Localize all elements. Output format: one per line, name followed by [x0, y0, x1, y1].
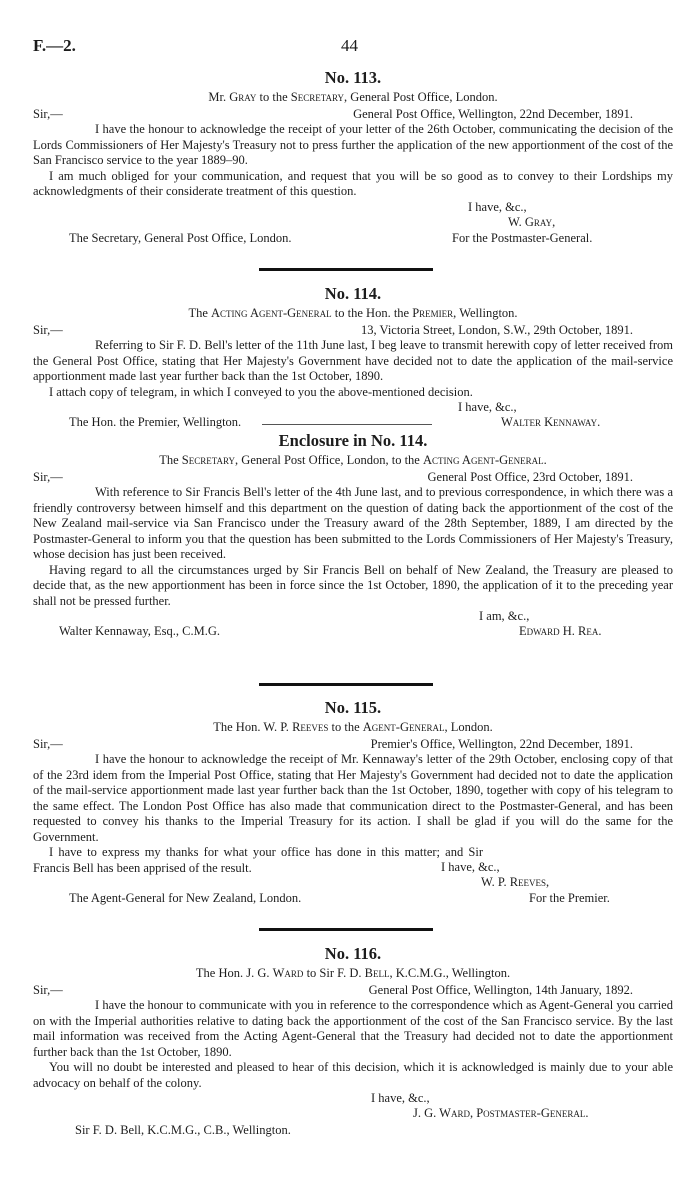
closing-phrase: I have, &c., — [458, 400, 517, 414]
salutation-row — [33, 469, 673, 485]
closing-phrase: I have, &c., — [371, 1091, 430, 1105]
letter-address: The Secretary, General Post Office, London, to the Acting Agent-General. — [159, 453, 547, 467]
section-divider — [262, 424, 432, 425]
signature-title: For the Premier. — [529, 891, 610, 905]
letter-title: No. 114. — [324, 284, 382, 303]
letter-116 — [33, 944, 673, 1141]
paper-reference: F.—2. — [33, 36, 76, 55]
section-divider — [259, 268, 433, 271]
signature: J. G. Ward, Postmaster-General. — [413, 1106, 589, 1120]
salutation-row — [33, 736, 673, 752]
dateline: General Post Office, Wellington, 14th January, 1892. — [368, 983, 633, 997]
signature-title: For the Postmaster-General. — [452, 230, 593, 245]
letter-address: The Acting Agent-General to the Hon. the Premier, Wellington. — [188, 306, 518, 320]
addressee: The Hon. the Premier, Wellington. — [69, 415, 242, 429]
addressee: Walter Kennaway, Esq., C.M.G. — [59, 624, 220, 638]
salutation: Sir,— — [33, 737, 63, 751]
letter-115 — [33, 698, 673, 908]
paragraph: I am much obliged for your communication, and request that you will be so good as to convey to their Lordships my acknowledgments of their considerate treatment of this question. — [33, 168, 673, 198]
paragraph: I have to express my thanks for what your office has done in this matter; and Sir Francis Bell has been apprised of the result. — [33, 845, 483, 875]
letter-title: Enclosure in No. 114. — [278, 431, 428, 450]
letter-closing — [33, 1091, 673, 1141]
salutation: Sir,— — [33, 470, 63, 484]
letter-closing — [33, 400, 673, 432]
letter-title: No. 113. — [324, 68, 382, 87]
salutation-row — [33, 982, 673, 998]
addressee: The Secretary, General Post Office, London. — [69, 230, 292, 245]
addressee: The Agent-General for New Zealand, London. — [69, 891, 302, 905]
closing-phrase: I have, &c., — [441, 860, 500, 874]
paragraph: I have the honour to acknowledge the receipt of your letter of the 26th October, communicating the decision of the Lords Commissioners of Her Majesty's Treasury not to press further the application of the new apportionment of the cost of the San Francisco service to the year 1889–90. — [33, 122, 673, 167]
salutation: Sir,— — [33, 107, 63, 121]
letter-address: The Hon. W. P. Reeves to the Agent-General, London. — [213, 720, 493, 734]
letter-enclosure-114 — [33, 431, 673, 641]
letter-closing — [33, 860, 673, 908]
letter-closing — [33, 200, 673, 248]
signature: W. Gray, — [508, 214, 556, 229]
signature: Walter Kennaway. — [501, 415, 601, 429]
salutation: Sir,— — [33, 323, 63, 337]
paragraph: Having regard to all the circumstances urged by Sir Francis Bell on behalf of New Zealand, the Treasury are pleased to decide that, as the new apportionment has been in force since the 1st October, 1890, the application of it to the preceding year shall not be pressed further. — [33, 562, 673, 608]
dateline: General Post Office, Wellington, 22nd December, 1891. — [353, 107, 633, 121]
salutation-row — [33, 322, 673, 338]
section-divider — [259, 683, 433, 686]
addressee: Sir F. D. Bell, K.C.M.G., C.B., Wellington. — [75, 1123, 291, 1137]
running-head — [0, 36, 700, 58]
paragraph: I have the honour to communicate with you in reference to the correspondence which as Agent-General you carried on with the Imperial authorities relative to dating back the apportionment of the cost of the San Francisco service. By the last mail information was received from the Acting Agent-General that the Treasury had decided not to date the apportionment further back than the 1st October, 1890. — [33, 998, 673, 1059]
letter-address: The Hon. J. G. Ward to Sir F. D. Bell, K.C.M.G., Wellington. — [195, 966, 511, 980]
paragraph: I have the honour to acknowledge the receipt of Mr. Kennaway's letter of the 29th October, enclosing copy of that of the 23rd idem from the Imperial Post Office, stating that Her Majesty's Government had decided not to date the application of the mail-service apportionment made last year further back than the 1st October, 1890, together with copy of his telegram to the same effect. The London Post Office has also made that communication direct to the Postmaster-General, and has been requested to convey his thanks to the Imperial Treasury for its action. I shall be glad if you will do the same for the Government. — [33, 752, 673, 844]
paragraph: Referring to Sir F. D. Bell's letter of the 11th June last, I beg leave to transmit herewith copy of letter received from the General Post Office, stating that Her Majesty's Government have decided not to date the application of the mail-service apportionment made last year further back than the 1st October, 1890. — [33, 338, 673, 383]
section-divider — [259, 928, 433, 931]
salutation: Sir,— — [33, 983, 63, 997]
letter-114 — [33, 284, 673, 432]
letter-113 — [33, 68, 673, 248]
dateline: General Post Office, 23rd October, 1891. — [427, 470, 633, 484]
letter-title: No. 115. — [324, 698, 382, 717]
page-number: 44 — [341, 36, 358, 55]
salutation-row — [33, 106, 673, 122]
letter-title: No. 116. — [324, 944, 382, 963]
dateline: Premier's Office, Wellington, 22nd December, 1891. — [370, 737, 633, 751]
paragraph: With reference to Sir Francis Bell's letter of the 4th June last, and to previous correspondence, in which there was a friendly controversy between himself and this department on the question of dating back the apportionment of the cost of the New Zealand mail-service via San Francisco under the Treasury award of the 28th September, 1889, I am directed by the Postmaster-General to inform you that the question has been submitted to the Lords Commissioners of Her Majesty's Treasury, whose decision has just been received. — [33, 485, 673, 561]
paragraph: I attach copy of telegram, in which I conveyed to you the above-mentioned decision. — [49, 384, 473, 399]
closing-phrase: I have, &c., — [468, 199, 527, 214]
paragraph: You will no doubt be interested and pleased to hear of this decision, which it is acknowledged is mainly due to your able advocacy on behalf of the colony. — [33, 1060, 673, 1090]
letter-closing — [33, 609, 673, 641]
signature: Edward H. Rea. — [519, 624, 602, 638]
letter-address: Mr. Gray to the Secretary, General Post Office, London. — [208, 90, 498, 104]
dateline: 13, Victoria Street, London, S.W., 29th October, 1891. — [361, 323, 633, 337]
signature: W. P. Reeves, — [481, 875, 550, 889]
closing-phrase: I am, &c., — [479, 609, 530, 623]
